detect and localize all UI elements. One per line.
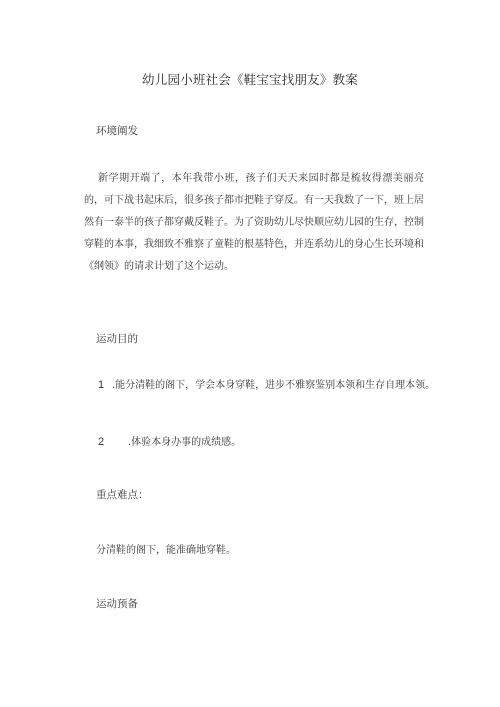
- section-heading-key-points: 重点难点：: [96, 489, 149, 501]
- goal-number: 2: [98, 436, 105, 448]
- key-point-text: 分清鞋的阁下，能准确地穿鞋。: [96, 545, 236, 556]
- section-heading-preparation: 运动预备: [96, 598, 138, 610]
- document-title: 幼儿园小班社会《鞋宝宝找朋友》教案: [142, 72, 358, 87]
- intro-paragraph: 新学期开端了，本年我带小班，孩子们天天来园时都是梳妆得漂美丽亮的，可下战书起床后，很多孩子都市把鞋子穿反。有一天我数了一下，班上居然有一泰半的孩子都穿戴反鞋子。为了资助幼儿尽快顺应幼儿园的生存，控制穿鞋的本事，我细致不雅察了童鞋的根基特色，并连系幼儿的身心生长环境和《纲领》的请求计划了这个运动。: [84, 173, 424, 272]
- goal-number: 1: [98, 379, 105, 391]
- goal-text: .能分清鞋的阁下，学会本身穿鞋，进步不雅察鉴别本领和生存自理本领。: [112, 380, 436, 391]
- goal-item: [98, 433, 241, 448]
- section-heading-goals: 运动目的: [96, 333, 138, 345]
- section-heading-background: 环境阐发: [96, 125, 138, 137]
- goal-item: [98, 376, 435, 391]
- goal-text: .体验本身办事的成绩感。: [128, 437, 242, 448]
